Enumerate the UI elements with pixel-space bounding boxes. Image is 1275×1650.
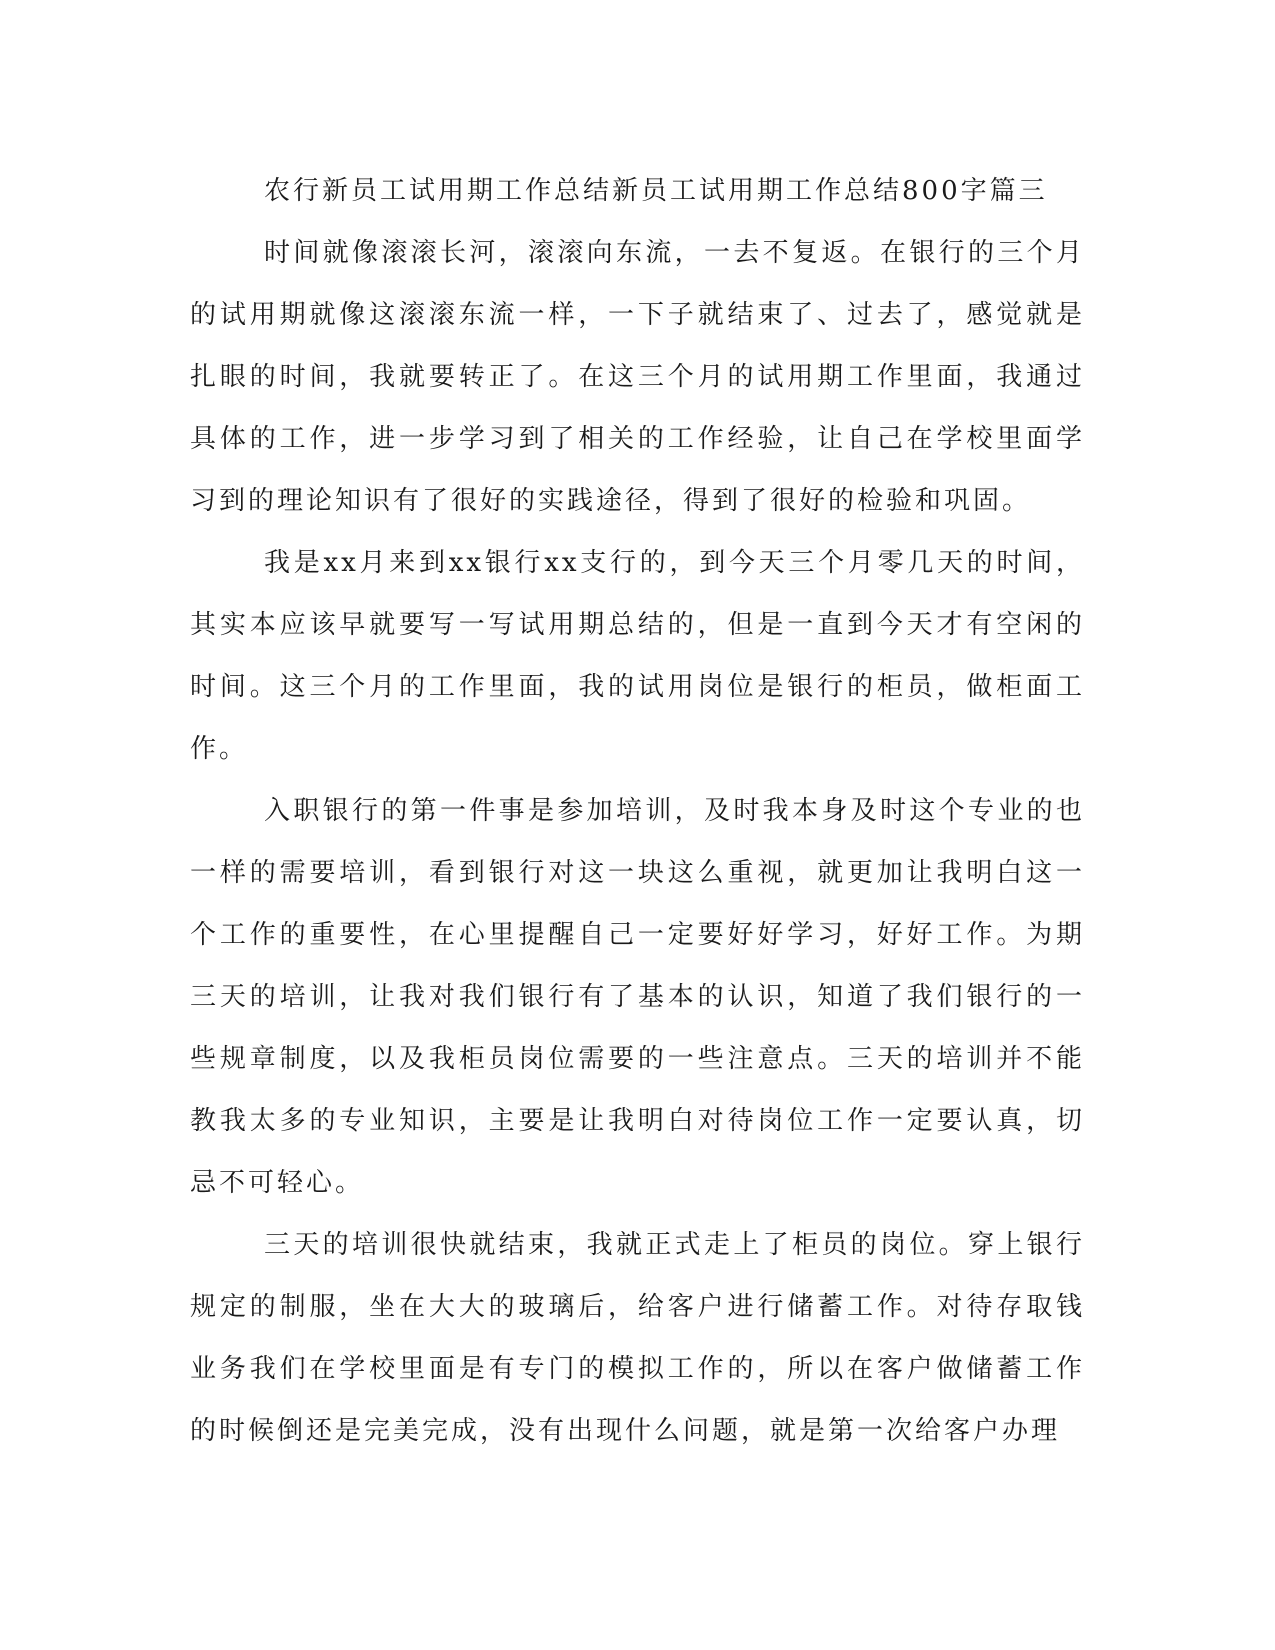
document-body (190, 160, 1085, 1462)
paragraph-3: 入职银行的第一件事是参加培训，及时我本身及时这个专业的也一样的需要培训，看到银行对这一块这么重视，就更加让我明白这一个工作的重要性，在心里提醒自己一定要好好学习，好好工作。为期三天的培训，让我对我们银行有了基本的认识，知道了我们银行的一些规章制度，以及我柜员岗位需要的一些注意点。三天的培训并不能教我太多的专业知识，主要是让我明白对待岗位工作一定要认真，切忌不可轻心。 (190, 796, 1085, 1198)
paragraph-2: 我是xx月来到xx银行xx支行的，到今天三个月零几天的时间，其实本应该早就要写一写试用期总结的，但是一直到今天才有空闲的时间。这三个月的工作里面，我的试用岗位是银行的柜员，做柜面工作。 (190, 548, 1085, 764)
paragraph-1: 时间就像滚滚长河，滚滚向东流，一去不复返。在银行的三个月的试用期就像这滚滚东流一样，一下子就结束了、过去了，感觉就是扎眼的时间，我就要转正了。在这三个月的试用期工作里面，我通过具体的工作，进一步学习到了相关的工作经验，让自己在学校里面学习到的理论知识有了很好的实践途径，得到了很好的检验和巩固。 (190, 238, 1085, 516)
paragraph-4: 三天的培训很快就结束，我就正式走上了柜员的岗位。穿上银行规定的制服，坐在大大的玻璃后，给客户进行储蓄工作。对待存取钱业务我们在学校里面是有专门的模拟工作的，所以在客户做储蓄工作的时候倒还是完美完成，没有出现什么问题，就是第一次给客户办理 (190, 1230, 1085, 1446)
document-title: 农行新员工试用期工作总结新员工试用期工作总结800字篇三 (264, 176, 1048, 206)
